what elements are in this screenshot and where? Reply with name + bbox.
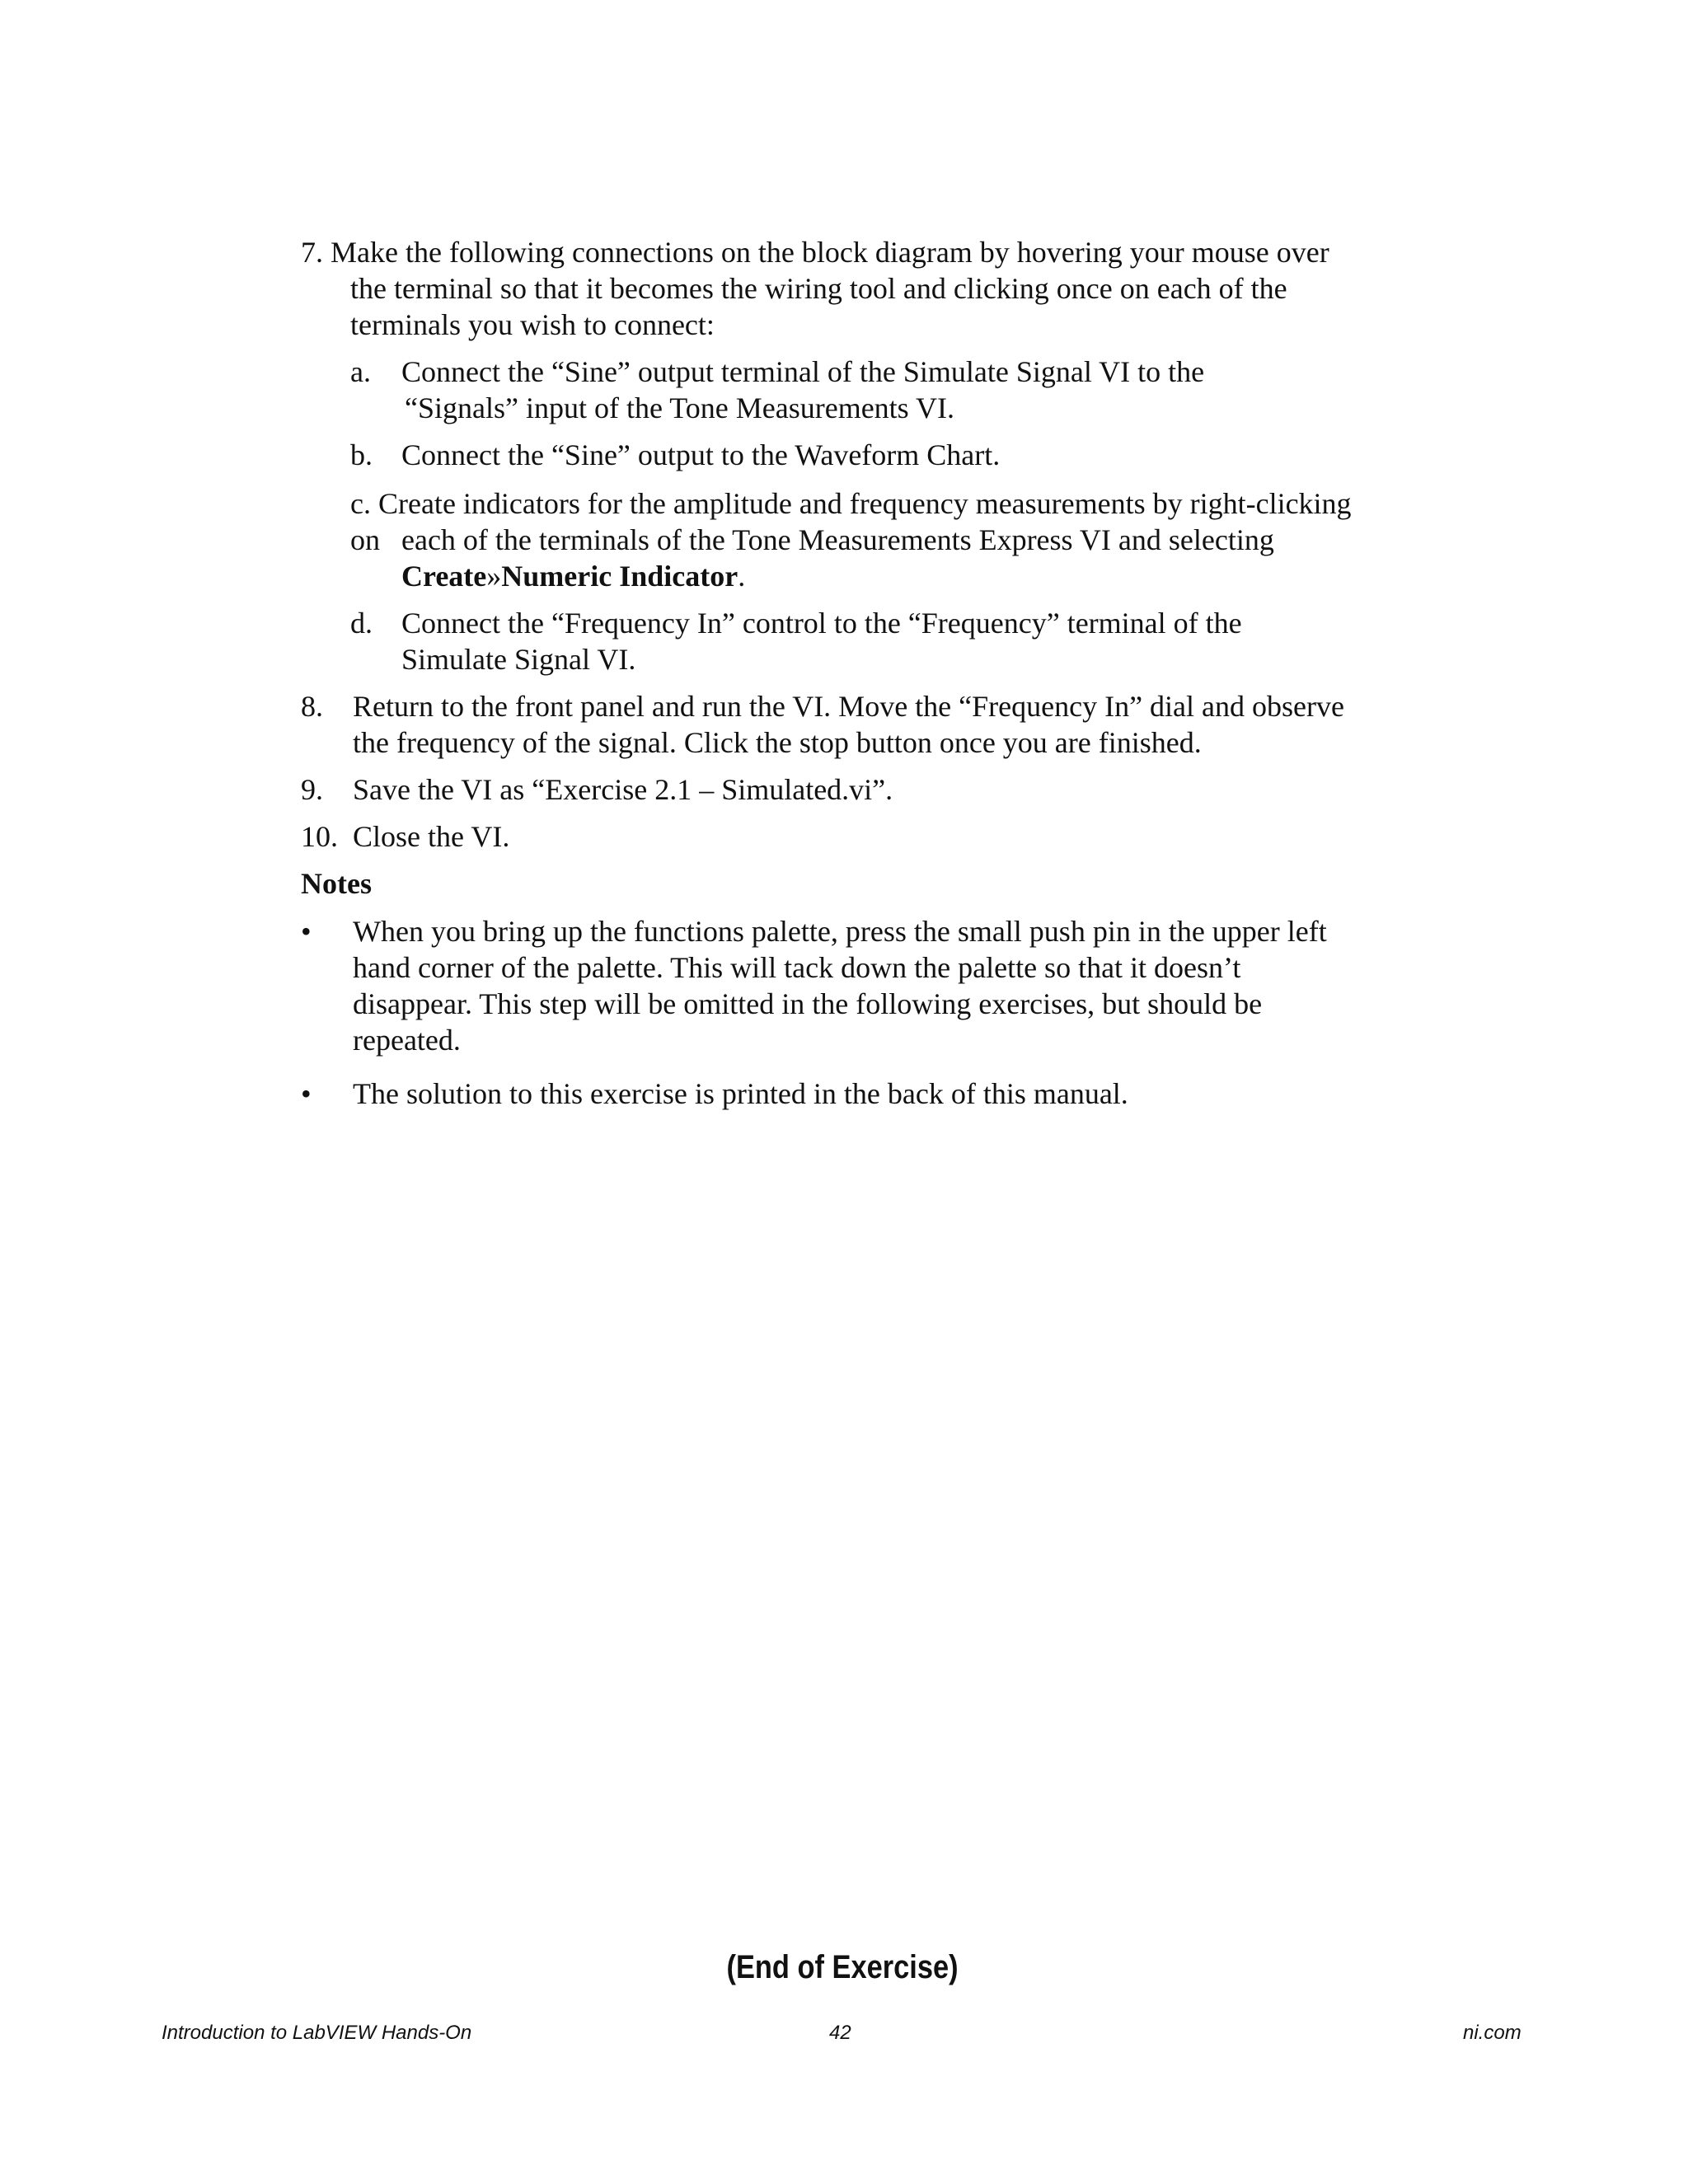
step8-line1: Return to the front panel and run the VI. Move the “Frequency In” dial and observe bbox=[353, 690, 1344, 723]
step7c-line1: c. Create indicators for the amplitude and frequency measurements by right-clicking bbox=[350, 487, 1352, 520]
notes-heading: Notes bbox=[301, 867, 372, 900]
note1-line1: When you bring up the functions palette, press the small push pin in the upper left bbox=[353, 915, 1327, 948]
step7-line3: terminals you wish to connect: bbox=[350, 308, 715, 341]
menu-path-numeric-indicator: Numeric Indicator bbox=[501, 560, 738, 593]
step7-line2: the terminal so that it becomes the wiring tool and clicking once on each of the bbox=[350, 272, 1287, 305]
end-of-exercise-heading: (End of Exercise) bbox=[726, 1949, 959, 1985]
note2-line1: The solution to this exercise is printed in the back of this manual. bbox=[353, 1077, 1128, 1110]
step7c-line3 bbox=[401, 558, 745, 594]
step7d-line2: Simulate Signal VI. bbox=[401, 643, 636, 676]
step10-marker: 10. bbox=[301, 820, 338, 853]
step7d-line1: Connect the “Frequency In” control to the “Frequency” terminal of the bbox=[401, 607, 1242, 640]
step7d-marker: d. bbox=[350, 607, 373, 640]
step7a-marker: a. bbox=[350, 355, 371, 388]
note1-line3: disappear. This step will be omitted in the following exercises, but should be bbox=[353, 987, 1263, 1020]
note1-line4: repeated. bbox=[353, 1024, 461, 1057]
footer-page-number: 42 bbox=[829, 2022, 851, 2044]
step8-marker: 8. bbox=[301, 690, 323, 723]
menu-path-separator: » bbox=[486, 560, 502, 593]
step7c-line2-prefix: on bbox=[350, 523, 380, 556]
step7b-marker: b. bbox=[350, 438, 373, 471]
step7c-line2: each of the terminals of the Tone Measurements Express VI and selecting bbox=[401, 523, 1274, 556]
menu-path-create: Create bbox=[401, 560, 487, 593]
notes-bullet-2: • bbox=[301, 1077, 312, 1110]
notes-bullet-1: • bbox=[301, 915, 312, 948]
sentence-period: . bbox=[738, 560, 746, 593]
step8-line2: the frequency of the signal. Click the stop button once you are finished. bbox=[353, 726, 1202, 759]
step7a-line2: “Signals” input of the Tone Measurements VI. bbox=[405, 391, 955, 424]
step7b-line1: Connect the “Sine” output to the Waveform Chart. bbox=[401, 438, 1001, 471]
footer-title: Introduction to LabVIEW Hands-On bbox=[162, 2022, 472, 2044]
step10-line1: Close the VI. bbox=[353, 820, 510, 853]
step9-line1: Save the VI as “Exercise 2.1 – Simulated.vi”. bbox=[353, 773, 893, 806]
footer-site: ni.com bbox=[1463, 2022, 1522, 2044]
step7-line1: 7. Make the following connections on the block diagram by hovering your mouse over bbox=[301, 236, 1329, 269]
note1-line2: hand corner of the palette. This will tack down the palette so that it doesn’t bbox=[353, 951, 1241, 984]
step7a-line1: Connect the “Sine” output terminal of the Simulate Signal VI to the bbox=[401, 355, 1205, 388]
step9-marker: 9. bbox=[301, 773, 323, 806]
